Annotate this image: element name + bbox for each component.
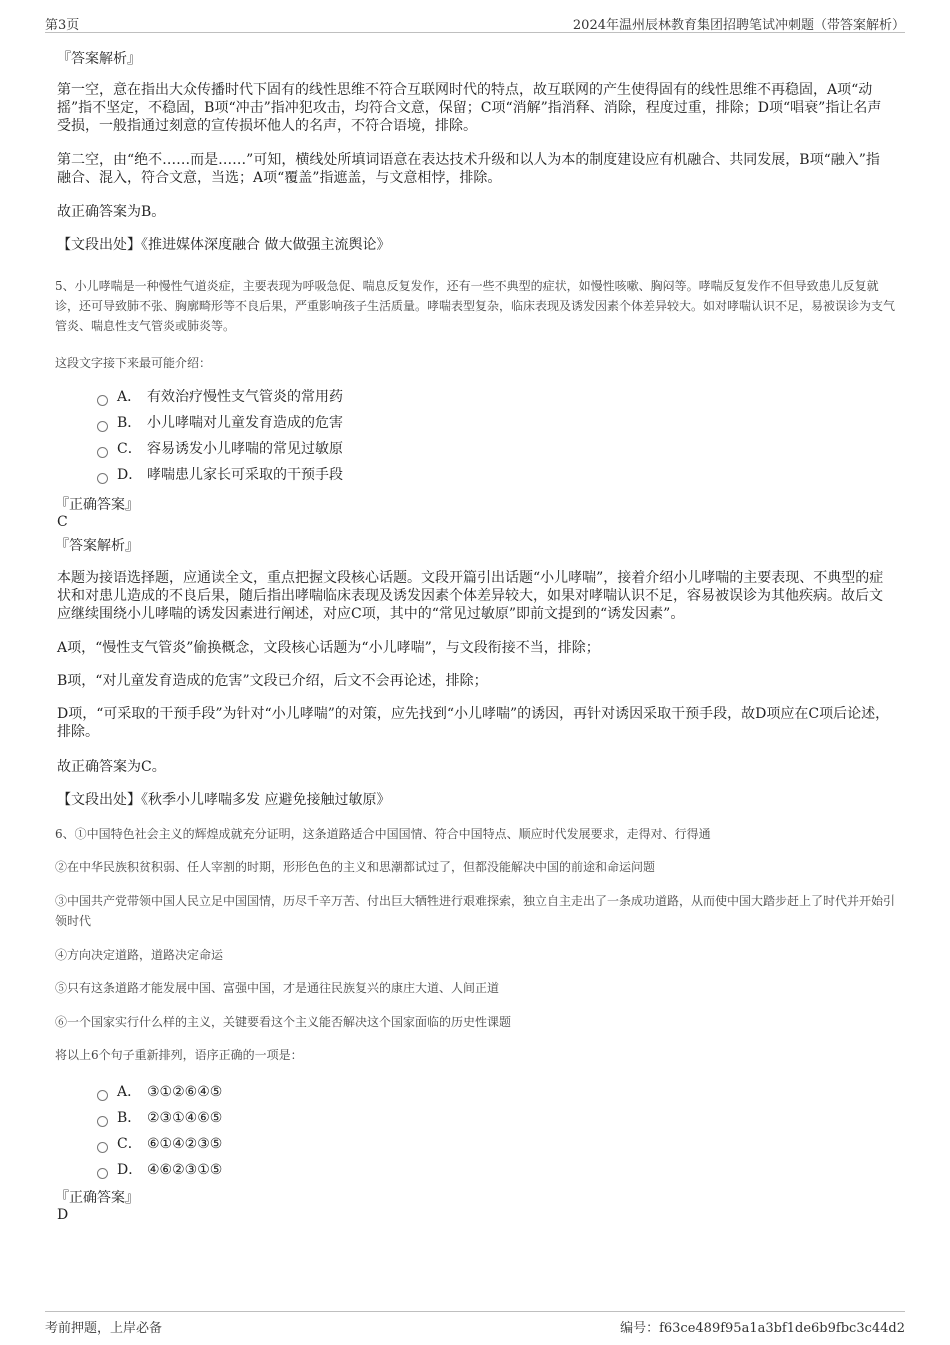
radio-icon[interactable] [97,1116,108,1127]
q5-answer: C [57,514,68,530]
q5-answer-label: 『正确答案』 [55,497,139,513]
page-header [45,10,905,33]
q6-sentence-3: ③中国共产党带领中国人民立足中国国情，历尽千辛万苦、付出巨大牺牲进行艰难探索，独立自主走出了一条成功道路，从而使中国大踏步赶上了时代并开始引领时代 [55,894,896,928]
radio-icon[interactable] [97,1168,108,1179]
q6-answer: D [57,1207,69,1223]
q4-analysis-p1: 第一空，意在指出大众传播时代下固有的线性思维不符合互联网时代的特点，故互联网的产生使得固有的线性思维不再稳固，A项“动摇”指不坚定，不稳固，B项“冲击”指冲犯攻击，均符合文意，保留；C项“消解”指消释、消除，程度过重，排除；D项“唱衰”指让名声受损，一般指通过刻意的宣传损坏他人的名声，不符合语境，排除。 [57,82,882,134]
radio-icon[interactable] [97,421,108,432]
q4-analysis-label: 『答案解析』 [57,51,141,67]
radio-icon[interactable] [97,447,108,458]
q6-question: 将以上6个句子重新排列，语序正确的一项是： [55,1048,303,1062]
q5-analysis-label: 『答案解析』 [55,538,139,554]
q5-answer-conclusion: 故正确答案为C。 [57,759,166,775]
q4-source: 【文段出处】《推进媒体深度融合 做大做强主流舆论》 [57,237,391,253]
radio-icon[interactable] [97,1090,108,1101]
q6-sentence-1: 6、①中国特色社会主义的辉煌成就充分证明，这条道路适合中国国情、符合中国特点、顺应时代发展要求，走得对、行得通 [55,827,711,841]
document-title: 2024年温州辰林教育集团招聘笔试冲刺题（带答案解析） [572,18,905,33]
q6-option-d[interactable]: D． ④⑥②③①⑤ [97,1160,222,1180]
q5-option-a[interactable]: A． 有效治疗慢性支气管炎的常用药 [97,387,343,407]
q6-answer-label: 『正确答案』 [55,1190,139,1206]
q5-option-b[interactable]: B． 小儿哮喘对儿童发育造成的危害 [97,413,343,433]
page-footer [45,1311,905,1336]
q5-option-c[interactable]: C． 容易诱发小儿哮喘的常见过敏原 [97,439,343,459]
q6-option-a[interactable]: A． ③①②⑥④⑤ [97,1082,222,1102]
q5-question: 这段文字接下来最可能介绍： [55,356,212,370]
q5-analysis-p3: B项，“对儿童发育造成的危害”文段已介绍，后文不会再论述，排除； [57,673,488,689]
q6-option-c[interactable]: C． ⑥①④②③⑤ [97,1134,222,1154]
footer-slogan: 考前押题，上岸必备 [45,1321,163,1336]
page-number: 第3页 [45,18,80,33]
q5-analysis-p1: 本题为接语选择题，应通读全文，重点把握文段核心话题。文段开篇引出话题“小儿哮喘”，接着介绍小儿哮喘的主要表现、不典型的症状和对患儿造成的不良后果，随后指出哮喘临床表现及诱发因素个体差异较大，如果对哮喘认识不足，容易被误诊为其他疾病。故后文应继续围绕小儿哮喘的诱发因素进行阐述，对应C项，其中的“常见过敏原”即前文提到的“诱发因素”。 [57,570,884,622]
radio-icon[interactable] [97,395,108,406]
q5-source: 【文段出处】《秋季小儿哮喘多发 应避免接触过敏原》 [57,792,391,808]
q5-analysis-p2: A项，“慢性支气管炎”偷换概念，文段核心话题为“小儿哮喘”，与文段衔接不当，排除； [57,640,600,656]
q5-analysis-p4: D项，“可采取的干预手段”为针对“小儿哮喘”的对策，应先找到“小儿哮喘”的诱因，再针对诱因采取干预手段，故D项应在C项后论述，排除。 [57,706,890,740]
q6-sentence-6: ⑥一个国家实行什么样的主义，关键要看这个主义能否解决这个国家面临的历史性课题 [55,1015,512,1029]
q5-stem: 5、小儿哮喘是一种慢性气道炎症，主要表现为呼吸急促、喘息反复发作，还有一些不典型的症状，如慢性咳嗽、胸闷等。哮喘反复发作不但导致患儿反复就诊，还可导致肺不张、胸廓畸形等不良后果，严重影响孩子生活质量。哮喘表型复杂，临床表现及诱发因素个体差异较大。如对哮喘认识不足，易被误诊为支气管炎、喘息性支气管炎或肺炎等。 [55,279,896,333]
q6-option-b[interactable]: B． ②③①④⑥⑤ [97,1108,222,1128]
radio-icon[interactable] [97,473,108,484]
q6-sentence-5: ⑤只有这条道路才能发展中国、富强中国，才是通往民族复兴的康庄大道、人间正道 [55,981,500,995]
q5-option-d[interactable]: D． 哮喘患儿家长可采取的干预手段 [97,465,343,485]
radio-icon[interactable] [97,1142,108,1153]
q4-answer-conclusion: 故正确答案为B。 [57,204,166,220]
document-id: 编号：f63ce489f95a1a3bf1de6b9fbc3c44d2 [620,1321,905,1336]
q6-sentence-2: ②在中华民族积贫积弱、任人宰割的时期，形形色色的主义和思潮都试过了，但都没能解决中国的前途和命运问题 [55,860,656,874]
q6-sentence-4: ④方向决定道路，道路决定命运 [55,948,224,962]
q4-analysis-p2: 第二空，由“绝不……而是……”可知，横线处所填词语意在表达技术升级和以人为本的制度建设应有机融合、共同发展，B项“融入”指融合、混入，符合文意，当选；A项“覆盖”指遮盖，与文意相悖，排除。 [57,152,880,186]
